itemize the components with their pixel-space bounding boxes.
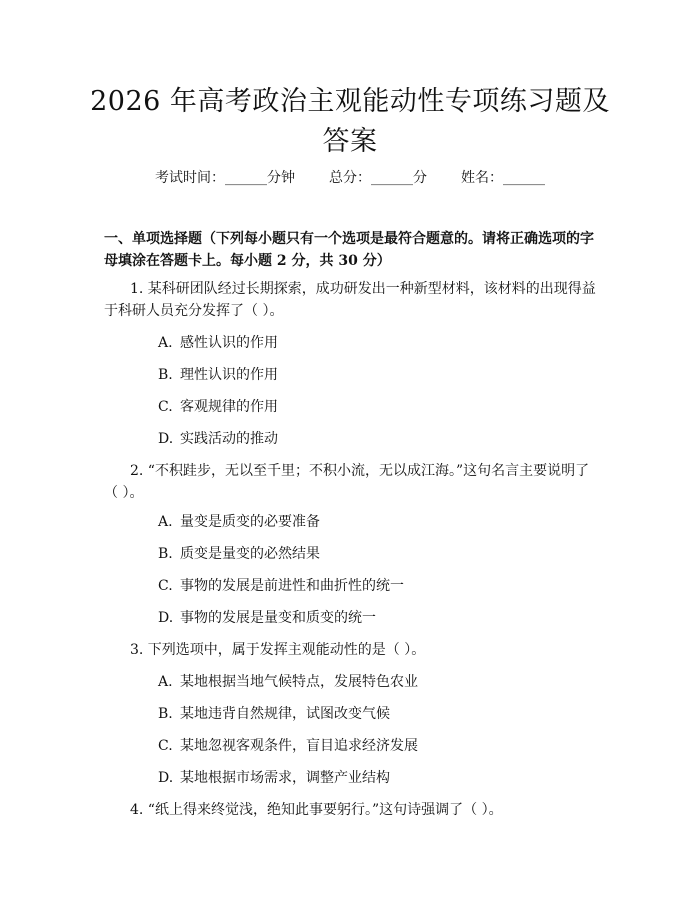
question-stem: 3. 下列选项中，属于发挥主观能动性的是（ ）。: [130, 642, 426, 658]
option-text: 客观规律的作用: [180, 399, 278, 415]
option-letter: B.: [158, 546, 173, 562]
option-text: 事物的发展是量变和质变的统一: [180, 610, 376, 626]
option-text: 某地根据当地气候特点，发展特色农业: [180, 674, 418, 690]
question-option: [158, 576, 404, 596]
student-name-label: 姓名：______: [461, 170, 545, 186]
question-option: [158, 365, 278, 385]
option-text: 某地忽视客观条件，盲目追求经济发展: [180, 738, 418, 754]
option-letter: D.: [158, 770, 174, 786]
total-score-label: 总分：______分: [329, 170, 427, 186]
option-letter: B.: [158, 367, 173, 383]
question-stem: 4. “纸上得来终觉浅，绝知此事要躬行。”这句诗强调了（ ）。: [130, 802, 503, 818]
question-stem: 2. “不积跬步，无以至千里；不积小流，无以成江海。”这句名言主要说明了（ ）。: [104, 463, 590, 501]
question-option: [158, 512, 320, 532]
question-option: [158, 736, 418, 756]
exam-meta: [0, 168, 700, 188]
option-text: 某地违背自然规律，试图改变气候: [180, 706, 390, 722]
option-letter: B.: [158, 706, 173, 722]
option-text: 实践活动的推动: [180, 431, 278, 447]
option-text: 感性认识的作用: [180, 335, 278, 351]
question-option: [158, 768, 390, 788]
section-heading: 一、单项选择题（下列每小题只有一个选项是最符合题意的。请将正确选项的字母填涂在答题卡上。每小题 2 分，共 30 分）: [104, 231, 594, 269]
question-option: [158, 608, 376, 628]
option-text: 质变是量变的必然结果: [180, 546, 320, 562]
exam-time-label: 考试时间：______分钟: [155, 170, 295, 186]
option-letter: A.: [158, 335, 173, 351]
question-option: [158, 704, 390, 724]
option-text: 某地根据市场需求，调整产业结构: [180, 770, 390, 786]
question-option: [158, 429, 278, 449]
option-text: 理性认识的作用: [180, 367, 278, 383]
option-letter: C.: [158, 399, 173, 415]
option-letter: C.: [158, 738, 173, 754]
option-letter: D.: [158, 431, 174, 447]
question-option: [158, 672, 418, 692]
option-text: 事物的发展是前进性和曲折性的统一: [180, 578, 404, 594]
option-letter: D.: [158, 610, 174, 626]
option-text: 量变是质变的必要准备: [180, 514, 320, 530]
question-option: [158, 544, 320, 564]
question-option: [158, 397, 278, 417]
option-letter: A.: [158, 674, 173, 690]
document-title: 2026 年高考政治主观能动性专项练习题及答案: [90, 86, 610, 157]
question-stem: 1. 某科研团队经过长期探索，成功研发出一种新型材料，该材料的出现得益于科研人员充分发挥了（ ）。: [104, 281, 596, 319]
option-letter: C.: [158, 578, 173, 594]
question-option: [158, 333, 278, 353]
option-letter: A.: [158, 514, 173, 530]
